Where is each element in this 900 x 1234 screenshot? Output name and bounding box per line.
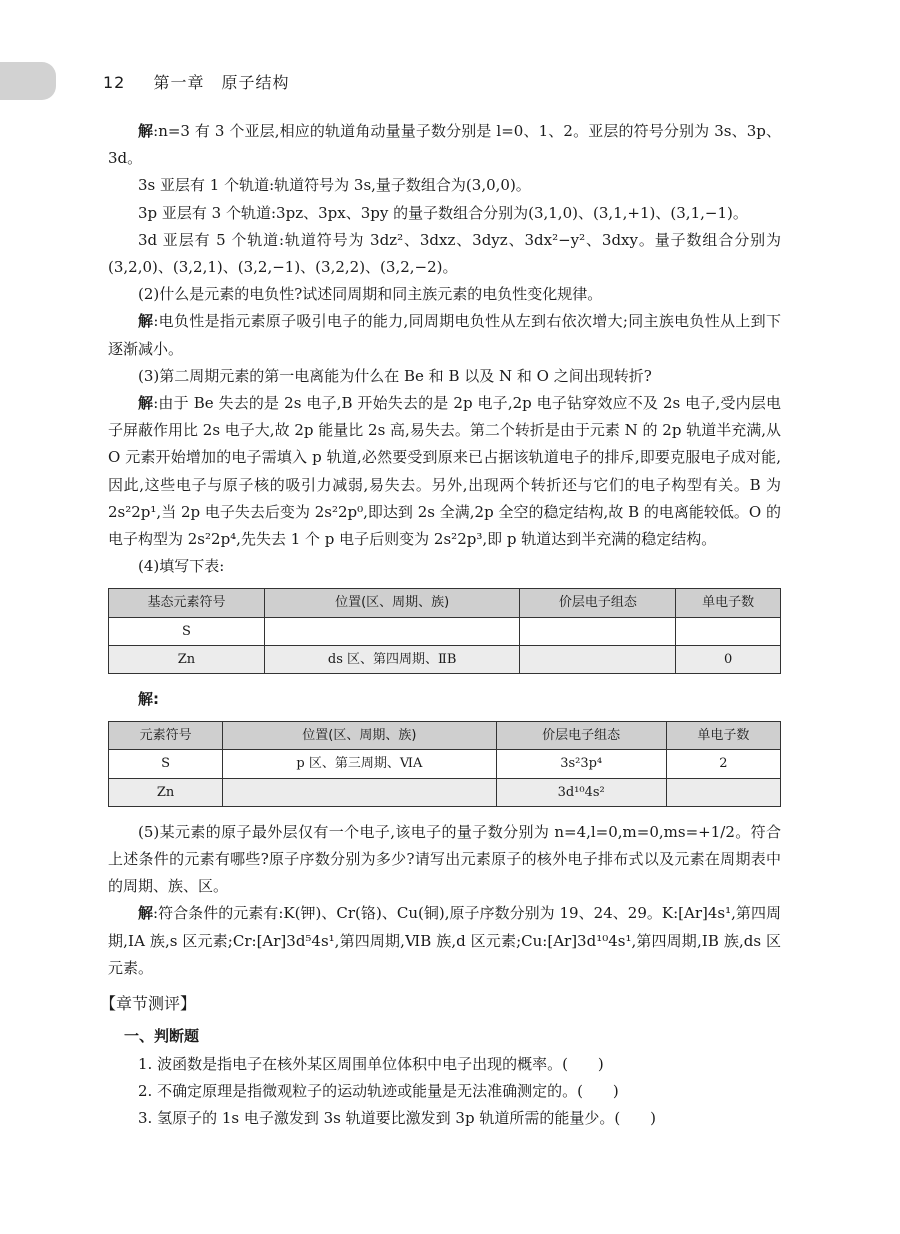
question-5: (5)某元素的原子最外层仅有一个电子,该电子的量子数分别为 n=4,l=0,m=0,ms=+1/2。符合上述条件的元素有哪些?原子序数分别为多少?请写出元素原子的核外电子排布式以及元素在周期表中的周期、族、区。 bbox=[108, 822, 781, 896]
answer-lead: 解 bbox=[138, 122, 154, 140]
answer1-para3: 3p 亚层有 3 个轨道:3pz、3px、3py 的量子数组合分别为(3,1,0)、(3,1,+1)、(3,1,−1)。 bbox=[138, 203, 748, 222]
subsection-title: 一、判断题 bbox=[124, 1027, 200, 1046]
table-row: Zn ds 区、第四周期、ⅡB 0 bbox=[109, 645, 781, 673]
table-fill-in bbox=[108, 588, 781, 674]
list-item: 3. 氢原子的 1s 电子激发到 3s 轨道要比激发到 3p 轨道所需的能量少。( ) bbox=[138, 1108, 657, 1127]
page-number: 12 bbox=[103, 73, 126, 92]
question-3: (3)第二周期元素的第一电离能为什么在 Be 和 B 以及 N 和 O 之间出现转折? bbox=[138, 366, 652, 385]
table-row: S bbox=[109, 617, 781, 645]
answer-2: 解:电负性是指元素原子吸引电子的能力,同周期电负性从左到右依次增大;同主族电负性从上到下逐渐减小。 bbox=[108, 312, 781, 358]
page-tab-decoration bbox=[0, 62, 56, 100]
question-2: (2)什么是元素的电负性?试述同周期和同主族元素的电负性变化规律。 bbox=[138, 285, 603, 304]
table-row: Zn 3d¹⁰4s² bbox=[109, 778, 781, 806]
answer1-para2: 3s 亚层有 1 个轨道:轨道符号为 3s,量子数组合为(3,0,0)。 bbox=[138, 176, 531, 195]
chapter-title: 第一章 原子结构 bbox=[153, 73, 290, 92]
list-item: 2. 不确定原理是指微观粒子的运动轨迹或能量是无法准确测定的。( ) bbox=[138, 1081, 619, 1100]
answer-3: 解:由于 Be 失去的是 2s 电子,B 开始失去的是 2p 电子,2p 电子钻穿效应不及 2s 电子,受内层电子屏蔽作用比 2s 电子大,故 2p 能量比 2s 高,易失去。第二个转折是由于元素 N 的 2p 轨道半充满,从 O 元素开始增加的电子需填入 p 轨道,必然要受到原来已占据该轨道电子的排斥,即要克服电子成对能,因此,这些电子与原子核的吸引力减弱,易失去。另外,出现两个转折还与它们的电子构型有关。B 为 2s²2p¹,当 2p 电子失去后变为 2s²2p⁰,即达到 2s 全满,2p 全空的稳定结构,故 B 的电离能较低。O 的电子构型为 2s²2p⁴,先失去 1 个 p 电子后则变为 2s²2p³,即 p 轨道达到半充满的稳定结构。 bbox=[108, 394, 781, 549]
answer1-para1: 解:n=3 有 3 个亚层,相应的轨道角动量量子数分别是 l=0、1、2。亚层的符号分别为 3s、3p、3d。 bbox=[108, 122, 781, 168]
question-4: (4)填写下表: bbox=[138, 557, 225, 576]
table-row: S p 区、第三周期、ⅥA 3s²3p⁴ 2 bbox=[109, 750, 781, 778]
page-content bbox=[100, 118, 781, 1132]
page-header bbox=[103, 70, 289, 93]
section-title: 【章节测评】 bbox=[100, 994, 197, 1014]
table-header-row: 元素符号 位置(区、周期、族) 价层电子组态 单电子数 bbox=[109, 722, 781, 750]
answer-5: 解:符合条件的元素有:K(钾)、Cr(铬)、Cu(铜),原子序数分别为 19、24、29。K:[Ar]4s¹,第四周期,ⅠA 族,s 区元素;Cr:[Ar]3d⁵4s¹,第四周期,ⅥB 族,d 区元素;Cu:[Ar]3d¹⁰4s¹,第四周期,ⅠB 族,ds 区元素。 bbox=[108, 904, 781, 977]
list-item: 1. 波函数是指电子在核外某区周围单位体积中电子出现的概率。( ) bbox=[138, 1054, 604, 1073]
table-header-row: 基态元素符号 位置(区、周期、族) 价层电子组态 单电子数 bbox=[109, 589, 781, 617]
answer-4-label: 解: bbox=[138, 690, 159, 709]
answer1-para4: 3d 亚层有 5 个轨道:轨道符号为 3dz²、3dxz、3dyz、3dx²−y²、3dxy。量子数组合分别为(3,2,0)、(3,2,1)、(3,2,−1)、(3,2,2)、(3,2,−2)。 bbox=[108, 230, 781, 277]
table-answer bbox=[108, 721, 781, 807]
